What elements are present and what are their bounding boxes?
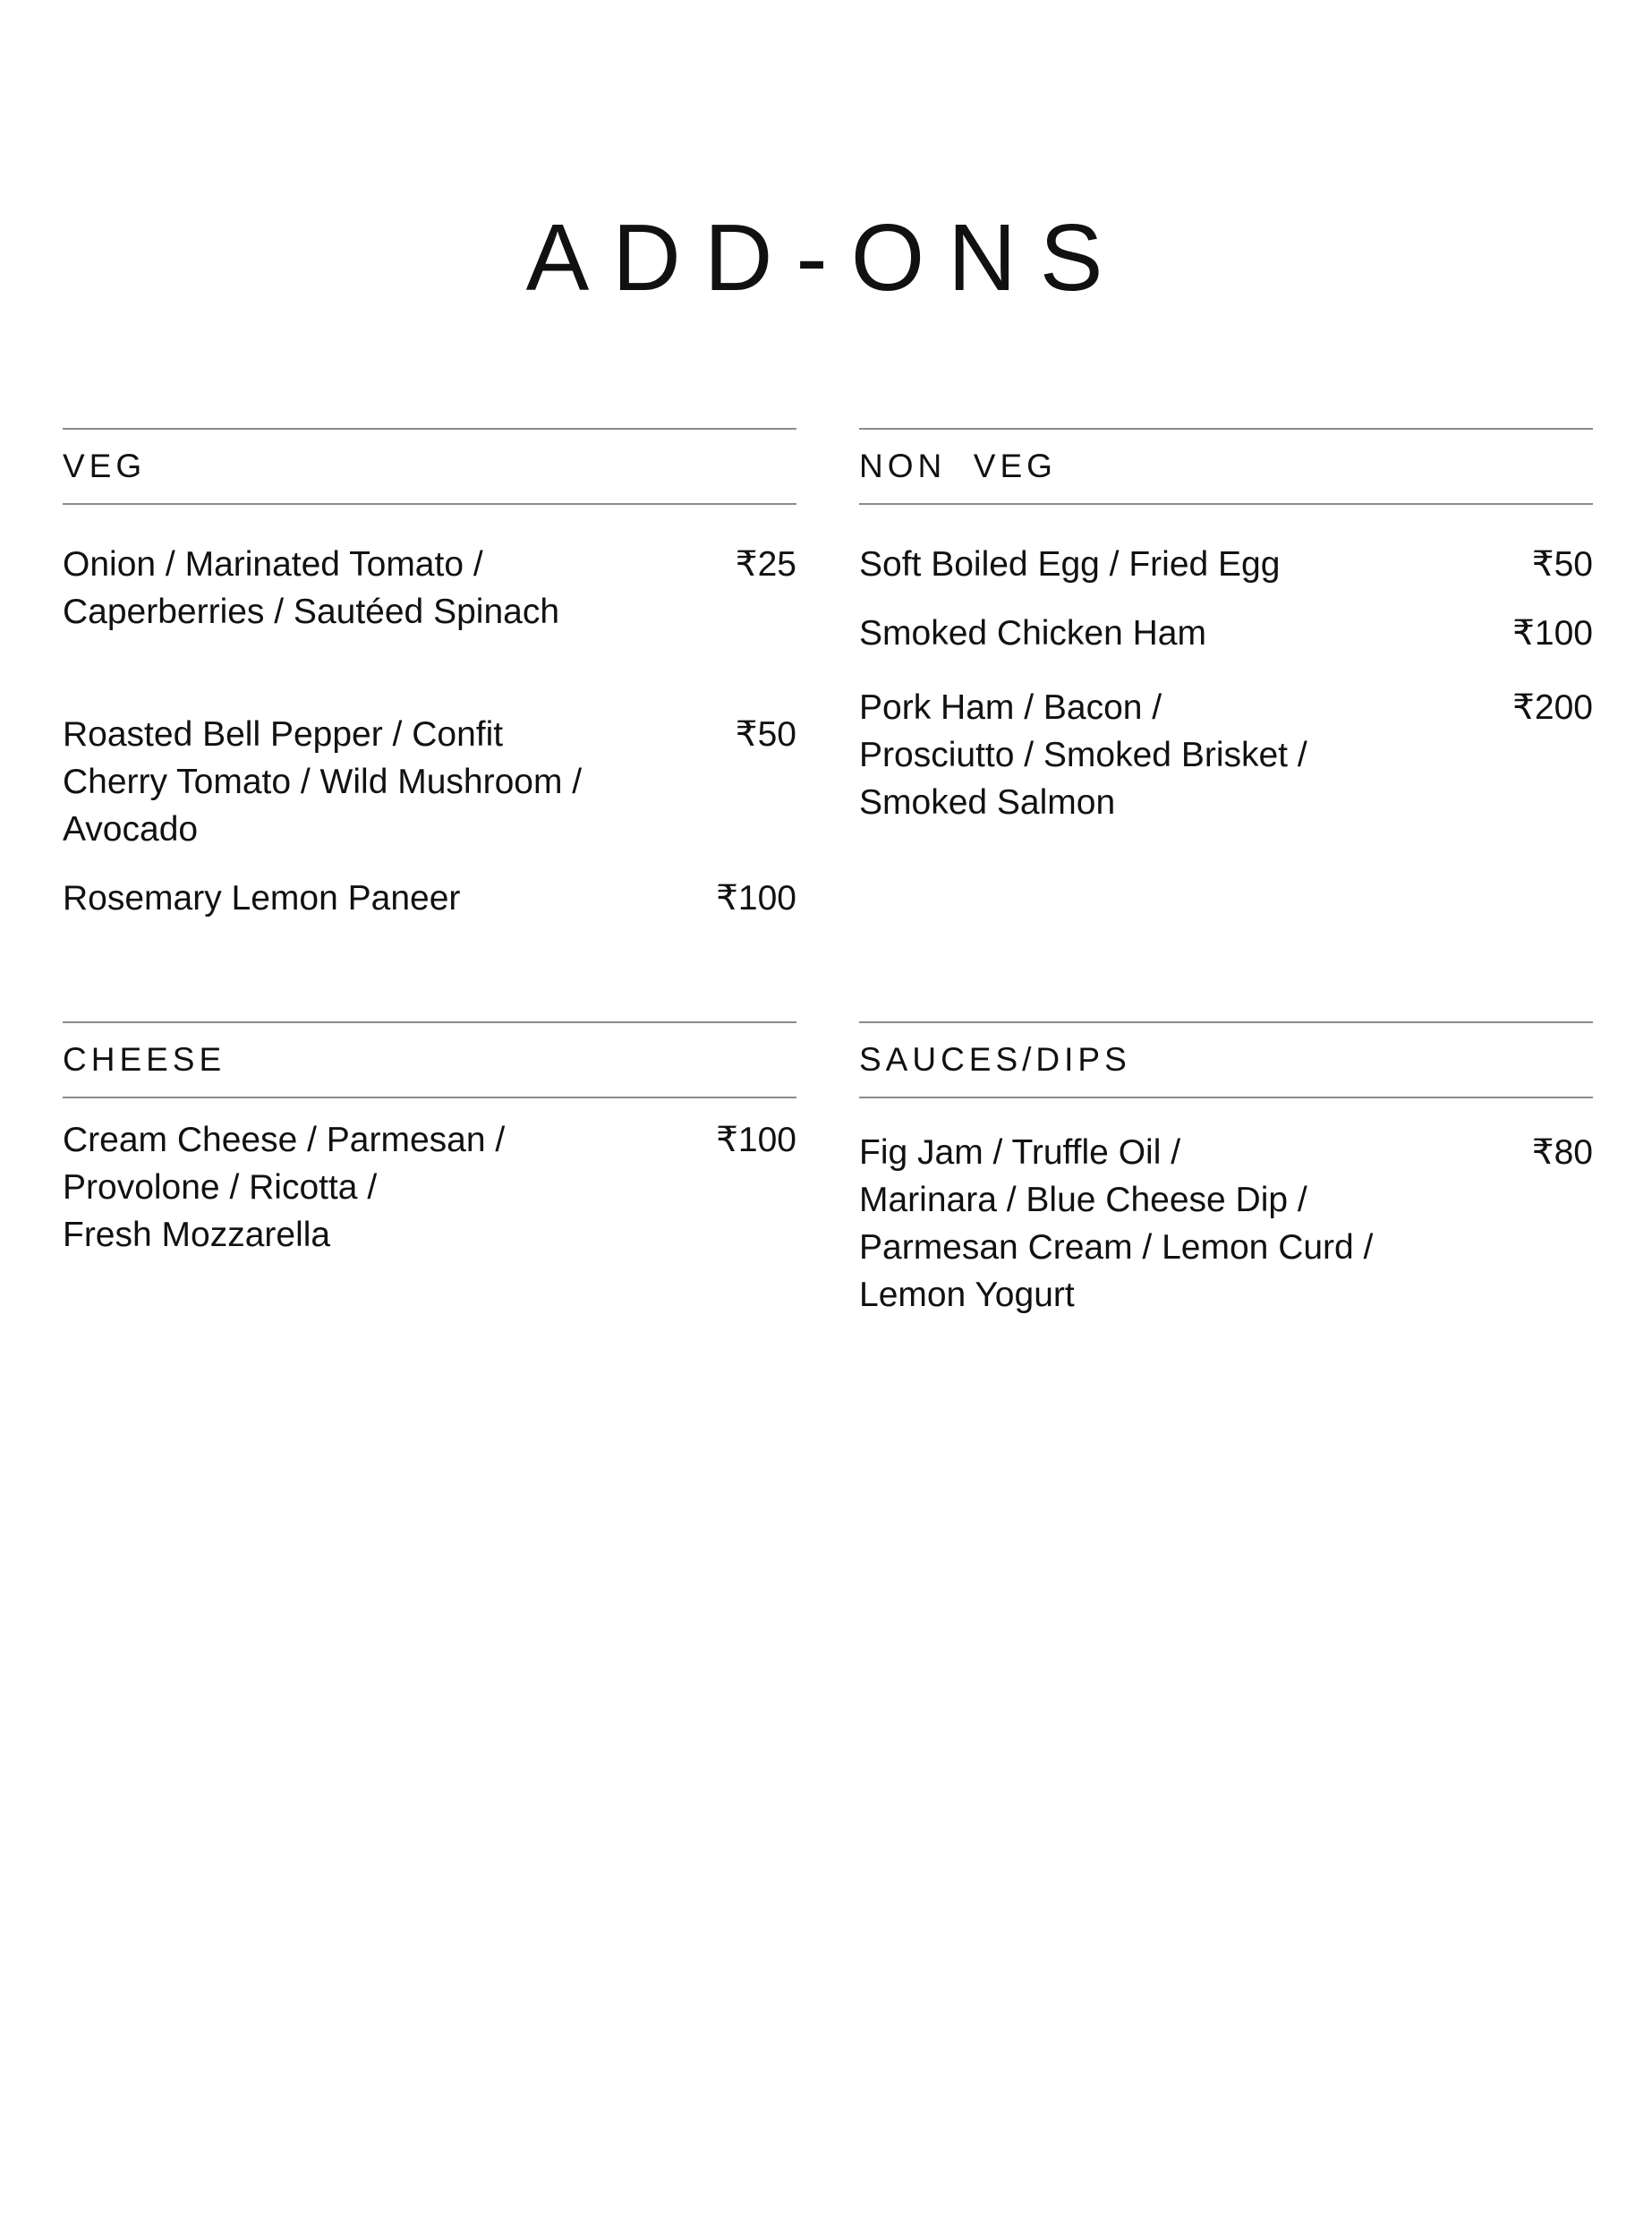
section-title: NON VEG	[859, 448, 1057, 484]
section-header	[859, 428, 1593, 505]
item-price: ₹100	[716, 879, 796, 918]
item-name: Roasted Bell Pepper / Confit Cherry Tomato / Wild Mushroom / Avocado	[63, 715, 583, 849]
item-name: Soft Boiled Egg / Fried Egg	[859, 545, 1281, 584]
item-price: ₹100	[716, 1121, 796, 1159]
menu-item	[859, 1129, 1593, 1319]
menu-item	[859, 684, 1593, 826]
section-cheese	[63, 1021, 796, 1259]
section-title: SAUCES/DIPS	[859, 1041, 1131, 1078]
menu-item	[63, 711, 796, 853]
page-title: ADD-ONS	[525, 205, 1127, 311]
section-title: VEG	[63, 448, 147, 484]
item-price: ₹80	[1531, 1133, 1593, 1172]
item-name: Onion / Marinated Tomato / Caperberries / Sautéed Spinach	[63, 545, 560, 631]
item-name: Rosemary Lemon Paneer	[63, 879, 461, 918]
section-header	[63, 428, 796, 505]
section-non-veg	[859, 428, 1593, 826]
menu-item	[63, 541, 796, 636]
menu-item	[859, 541, 1593, 588]
item-name: Fig Jam / Truffle Oil / Marinara / Blue Cheese Dip / Parmesan Cream / Lemon Curd / Lemon Yogurt	[859, 1133, 1374, 1314]
item-name: Cream Cheese / Parmesan / Provolone / Ricotta / Fresh Mozzarella	[63, 1121, 506, 1254]
item-price: ₹200	[1512, 688, 1593, 727]
menu-item	[63, 1116, 796, 1259]
menu-item	[63, 875, 796, 922]
item-name: Pork Ham / Bacon / Prosciutto / Smoked Brisket / Smoked Salmon	[859, 688, 1307, 822]
menu-item	[859, 610, 1593, 657]
section-header	[63, 1021, 796, 1098]
item-price: ₹100	[1512, 614, 1593, 653]
section-veg	[63, 428, 796, 922]
section-sauces-dips	[859, 1021, 1593, 1319]
item-name: Smoked Chicken Ham	[859, 614, 1206, 653]
item-price: ₹50	[735, 715, 796, 754]
item-price: ₹50	[1531, 545, 1593, 584]
section-title: CHEESE	[63, 1041, 226, 1078]
item-price: ₹25	[735, 545, 796, 584]
section-header	[859, 1021, 1593, 1098]
